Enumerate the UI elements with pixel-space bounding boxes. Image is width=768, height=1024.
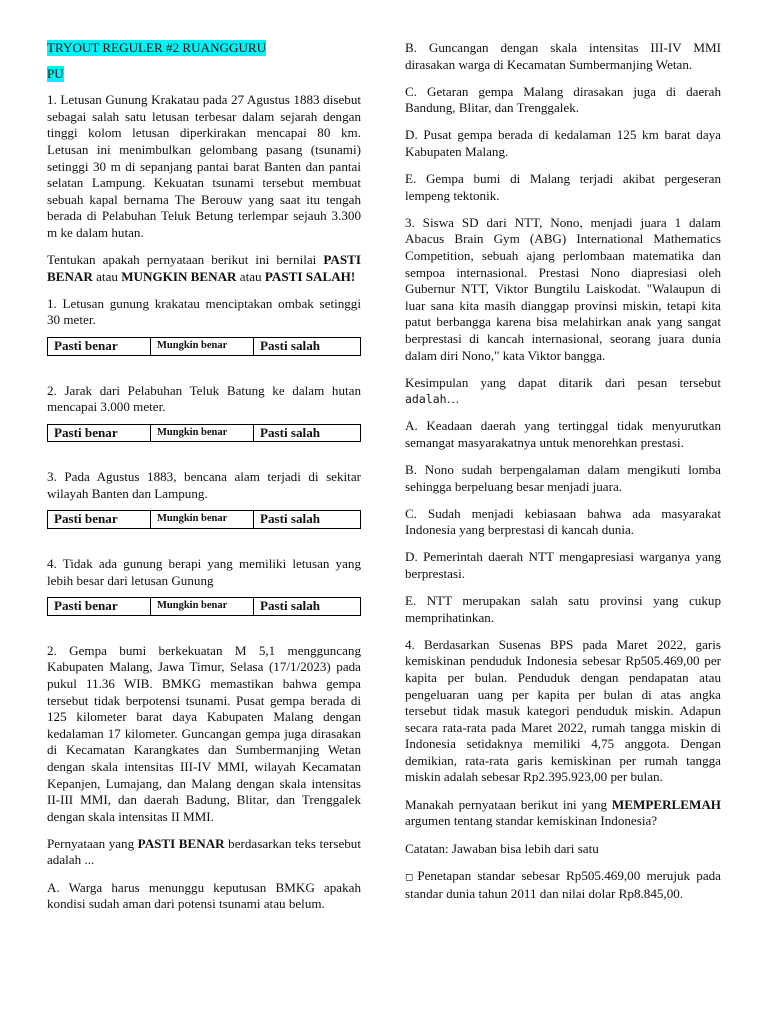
option-pasti-salah[interactable]: Pasti salah xyxy=(254,511,361,529)
prompt-text: Manakah pernyataan berikut ini yang xyxy=(405,796,612,812)
question-4-prompt xyxy=(405,797,721,830)
section-label: PU xyxy=(47,65,64,81)
instruction-bold-1: PASTI BENAR xyxy=(47,252,361,284)
statement-3: 3. Pada Agustus 1883, bencana alam terjadi di sekitar wilayah Banten dan Lampung. xyxy=(47,469,361,501)
option-pasti-benar[interactable]: Pasti benar xyxy=(48,598,151,616)
passage-3: 3. Siswa SD dari NTT, Nono, menjadi juara 1 dalam Abacus Brain Gym (ABG) International Mathematics Competition, sebuah ajang perlombaan matematika dan sempoa internasional. Prestasi Nono diapresiasi oleh Gubernur NTT, Viktor Bungtilu Laiskodat. "Walaupun di luar sana kita masih dianggap provinsi miskin, tetapi kita patut berbangga karena bisa melahirkan anak yang sangat berprestasi di kancah internasional, seorang juara dunia dalam diri Nono," kata Viktor bangga. xyxy=(405,214,721,363)
q3-choice-c[interactable]: C. Sudah menjadi kebiasaan bahwa ada masyarakat Indonesia yang berprestasi di kancah dunia. xyxy=(405,505,721,538)
instruction-text: Tentukan apakah pernyataan berikut ini bernilai xyxy=(47,252,324,268)
q4-note: Catatan: Jawaban bisa lebih dari satu xyxy=(405,840,599,856)
prompt-bold: MEMPERLEMAH xyxy=(611,796,721,812)
prompt-text: argumen tentang standar kemiskinan Indonesia? xyxy=(405,813,658,829)
q4-choice-text: Penetapan standar sebesar Rp505.469,00 merujuk pada standar dunia tahun 2011 dan nilai dolar Rp8.845,00. xyxy=(405,867,721,902)
doc-title: TRYOUT REGULER #2 RUANGGURU xyxy=(47,40,267,55)
option-mungkin-benar[interactable]: Mungkin benar xyxy=(151,424,254,442)
option-pasti-salah[interactable]: Pasti salah xyxy=(254,598,361,616)
question-2-prompt xyxy=(47,836,361,869)
q3-choice-b[interactable]: B. Nono sudah berpengalaman dalam mengikuti lomba sehingga berpeluang besar menjadi juara. xyxy=(405,461,721,494)
option-pasti-salah[interactable]: Pasti salah xyxy=(254,337,361,355)
left-column xyxy=(47,40,361,923)
prompt-text: berdasarkan teks tersebut adalah ... xyxy=(47,835,361,868)
instruction xyxy=(47,252,361,285)
option-mungkin-benar[interactable]: Mungkin benar xyxy=(151,337,254,355)
option-pasti-benar[interactable]: Pasti benar xyxy=(48,424,151,442)
passage-2: 2. Gempa bumi berkekuatan M 5,1 mengguncang Kabupaten Malang, Jawa Timur, Selasa (17/1/2023) pada pukul 11.36 WIB. BMKG memastikan bahwa gempa tersebut tidak berpotensi tsunami. Pusat gempa berada di 125 kilometer barat daya Kabupaten Malang dengan kedalaman 17 kilometer. Guncangan gempa juga dirasakan di Kecamatan Karangkates dan Sumbermanjing Wetan dengan skala intensitas III-IV MMI, wilayah Kecamatan Kepanjen, Lumajang, dan Malang dengan skala intensitas II-III MMI, dan daerah Badung, Blitar, dan Trenggalek dengan skala intensitas II MMI. xyxy=(47,642,361,824)
q2-choice-d[interactable]: D. Pusat gempa berada di kedalaman 125 km barat daya Kabupaten Malang. xyxy=(405,127,721,159)
answer-table-1 xyxy=(47,337,361,356)
statement-2: 2. Jarak dari Pelabuhan Teluk Batung ke dalam hutan mencapai 3.000 meter. xyxy=(47,382,361,415)
prompt-ellipsis: … xyxy=(446,391,460,407)
section-row xyxy=(47,66,361,83)
option-pasti-benar[interactable]: Pasti benar xyxy=(48,511,151,529)
q2-choice-c[interactable]: C. Getaran gempa Malang dirasakan juga di daerah Bandung, Blitar, dan Trenggalek. xyxy=(405,83,721,116)
q2-choice-a[interactable]: A. Warga harus menunggu keputusan BMKG apakah kondisi sudah aman dari potensi tsunami atau belum. xyxy=(47,879,361,912)
prompt-text: Kesimpulan yang dapat ditarik dari pesan tersebut xyxy=(405,374,721,390)
option-pasti-benar[interactable]: Pasti benar xyxy=(48,337,151,355)
answer-table-3 xyxy=(47,510,361,529)
doc-title-row xyxy=(47,40,361,57)
instruction-text: atau xyxy=(236,268,265,284)
checkbox-icon[interactable]: ◻ xyxy=(405,871,414,883)
question-3-prompt xyxy=(405,375,721,408)
answer-table-2 xyxy=(47,424,361,443)
passage-4: 4. Berdasarkan Susenas BPS pada Maret 2022, garis kemiskinan penduduk Indonesia sebesar Rp505.469,00 per kapita per bulan. Penduduk dengan pendapatan atau pengeluaran uang per kapita per bulan di atas angka tersebut tidak masuk kategori penduduk miskin. Adapun secara rata-rata pada Maret 2022, rumah tangga miskin di Indonesia setidaknya memiliki 4,75 anggota. Dengan demikian, rata-rata garis kemiskinan per rumah tangga miskin adalah sebesar Rp2.395.923,00 per bulan. xyxy=(405,636,721,785)
answer-table-4 xyxy=(47,597,361,616)
q3-choice-a[interactable]: A. Keadaan daerah yang tertinggal tidak menyurutkan semangat masyarakatnya untuk menorehkan prestasi. xyxy=(405,418,721,450)
option-pasti-salah[interactable]: Pasti salah xyxy=(254,424,361,442)
q3-choice-d[interactable]: D. Pemerintah daerah NTT mengapresiasi warganya yang berprestasi. xyxy=(405,549,721,581)
instruction-bold-2: MUNGKIN BENAR xyxy=(121,268,237,284)
prompt-text: Pernyataan yang xyxy=(47,835,138,851)
passage-1: 1. Letusan Gunung Krakatau pada 27 Agustus 1883 disebut sebagai salah satu letusan terbesar dalam sejarah dengan tinggi kolom letusan diperkirakan mencapai 80 km. Letusan ini menimbulkan gelombang pasang (tsunami) setinggi 30 m di sepanjang pantai barat Banten dan pantai selatan Lampung. Kekuatan tsunami tersebut membuat sebuah kapal bernama The Berouw yang saat itu tengah berada di Pelabuhan Teluk Betung terlempar sejauh 3.300 m ke dalam hutan. xyxy=(47,92,361,240)
q3-choice-e[interactable]: E. NTT merupakan salah satu provinsi yang cukup memprihatinkan. xyxy=(405,593,721,625)
statement-1: 1. Letusan gunung krakatau menciptakan ombak setinggi 30 meter. xyxy=(47,295,361,328)
right-column xyxy=(405,40,721,914)
statement-4: 4. Tidak ada gunung berapi yang memiliki letusan yang lebih besar dari letusan Gunung xyxy=(47,556,361,588)
instruction-text: atau xyxy=(92,268,122,284)
q2-choice-e[interactable]: E. Gempa bumi di Malang terjadi akibat pergeseran lempeng tektonik. xyxy=(405,171,721,203)
prompt-bold: PASTI BENAR xyxy=(137,835,225,851)
q4-choice-1[interactable] xyxy=(405,868,721,903)
instruction-bold-3: PASTI SALAH! xyxy=(264,268,356,284)
option-mungkin-benar[interactable]: Mungkin benar xyxy=(151,598,254,616)
option-mungkin-benar[interactable]: Mungkin benar xyxy=(151,511,254,529)
prompt-mono: adalah xyxy=(405,392,447,407)
q2-choice-b[interactable]: B. Guncangan dengan skala intensitas III-IV MMI dirasakan warga di Kecamatan Sumbermanjing Wetan. xyxy=(405,40,721,72)
